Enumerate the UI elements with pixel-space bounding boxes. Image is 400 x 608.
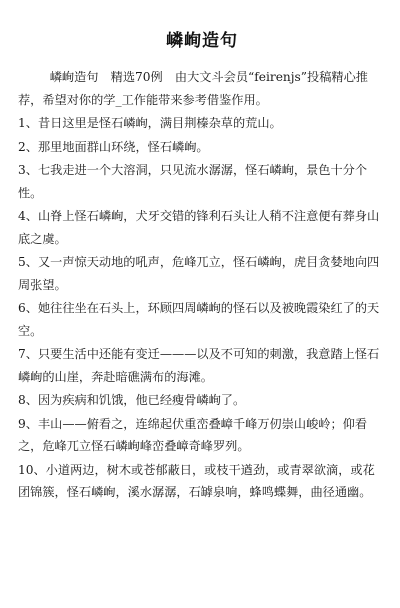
sentence-item-5: 5、又一声惊天动地的吼声，危峰兀立，怪石嶙峋，虎目贪婪地向四周张望。 bbox=[18, 255, 380, 292]
sentence-item-7: 7、只要生活中还能有变迁———以及不可知的刺激，我意踏上怪石嶙峋的山崖，奔赴暗礁满布的海滩。 bbox=[18, 347, 380, 384]
sentence-item-9: 9、丰山——俯看之，连绵起伏重峦叠嶂千峰万仞崇山峻岭；仰看之，危峰兀立怪石嶙峋峰峦叠嶂奇峰罗列。 bbox=[18, 416, 368, 453]
document-body bbox=[18, 66, 386, 504]
sentence-item-1: 1、昔日这里是怪石嶙峋，满目荆榛杂草的荒山。 bbox=[18, 116, 282, 130]
sentence-item-8: 8、因为疾病和饥饿，他已经瘦骨嶙峋了。 bbox=[18, 393, 246, 407]
document-title: 嶙峋造句 bbox=[166, 31, 238, 51]
intro-paragraph: 嶙峋造句 精选70例 由大文斗会员“feirenjs”投稿精心推荐，希望对你的学_工作能带来参考借鉴作用。 bbox=[18, 70, 368, 107]
sentence-item-4: 4、山脊上怪石嶙峋，犬牙交错的锋利石头让人稍不注意便有葬身山底之虞。 bbox=[18, 209, 380, 246]
sentence-item-6: 6、她往往坐在石头上，环顾四周嶙峋的怪石以及被晚霞染红了的天空。 bbox=[18, 301, 380, 338]
sentence-item-10: 10、小道两边，树木或苍郁蔽日，或枝干遒劲，或青翠欲滴，或花团锦簇，怪石嶙峋，溪水潺潺，石罅泉响，蜂鸣蝶舞，曲径通幽。 bbox=[18, 462, 375, 499]
sentence-item-2: 2、那里地面群山环绕，怪石嶙峋。 bbox=[18, 139, 209, 154]
sentence-item-3: 3、七我走进一个大溶洞，只见流水潺潺，怪石嶙峋，景色十分个性。 bbox=[18, 163, 368, 200]
